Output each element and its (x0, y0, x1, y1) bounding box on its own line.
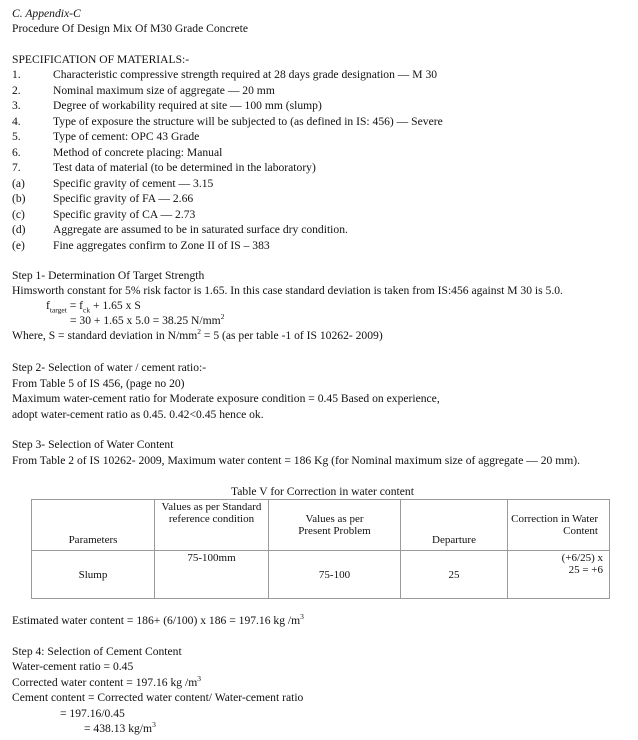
table-header-row (32, 500, 610, 551)
cell-parameter (32, 551, 155, 599)
spec-item-number: 5. (12, 130, 21, 143)
header-present-line2: Present Problem (298, 525, 371, 537)
spec-item-text: Method of concrete placing: Manual (53, 145, 223, 159)
cement-result-text: = 438.13 kg/m (84, 722, 153, 735)
step2-line: Maximum water-cement ratio for Moderate exposure condition = 0.45 Based on experience, (12, 392, 440, 405)
step1-heading: Step 1- Determination Of Target Strength (12, 269, 205, 282)
cement-result-superscript: 3 (152, 720, 156, 730)
header-departure-text: Departure (432, 534, 476, 546)
cell-correction-line1: (+6/25) x (561, 552, 603, 564)
water-correction-table (31, 499, 610, 599)
spec-item-number: 6. (12, 145, 21, 159)
step4-line: Water-cement ratio = 0.45 (12, 660, 134, 673)
cell-parameter-text: Slump (78, 568, 108, 581)
header-departure (401, 500, 508, 551)
spec-item-number: 1. (12, 68, 21, 81)
spec-item-number: 4. (12, 114, 21, 128)
header-correction-line2: Content (563, 525, 598, 537)
formula-f: f (46, 299, 50, 312)
spec-item-number: 2. (12, 83, 21, 97)
cell-present (269, 551, 401, 599)
step4-heading: Step 4: Selection of Cement Content (12, 645, 182, 658)
step3-heading: Step 3- Selection of Water Content (12, 438, 174, 451)
document-title: Procedure Of Design Mix Of M30 Grade Concrete (12, 22, 248, 35)
step4-corrected-water (12, 676, 201, 690)
header-present (269, 500, 401, 551)
header-correction-line1: Correction in Water (511, 513, 598, 525)
corrected-water-superscript: 3 (197, 674, 201, 684)
spec-item-text: Characteristic compressive strength required at 28 days grade designation — M 30 (53, 68, 438, 81)
header-parameters (32, 500, 155, 551)
step4-line: Cement content = Corrected water content/ Water-cement ratio (12, 691, 304, 704)
table-row (32, 551, 610, 599)
estimated-superscript: 3 (300, 612, 304, 622)
formula-end: + 1.65 x S (90, 299, 141, 312)
spec-item-number: 7. (12, 161, 21, 174)
formula-ck-subscript: ck (83, 305, 91, 315)
step3-line: From Table 2 of IS 10262- 2009, Maximum water content = 186 Kg (for Nominal maximum size of aggregate — 20 mm). (12, 454, 581, 467)
spec-item-text: Nominal maximum size of aggregate — 20 mm (53, 83, 275, 97)
cell-correction (508, 551, 610, 599)
spec-item-text: Specific gravity of cement — 3.15 (53, 176, 214, 190)
cell-departure (401, 551, 508, 599)
step4-cement-result (84, 722, 156, 736)
cell-present-text: 75-100 (318, 568, 351, 581)
step4-line: = 197.16/0.45 (60, 707, 125, 720)
cell-standard-text: 75-100mm (187, 552, 236, 564)
spec-item-number: (e) (12, 238, 25, 252)
estimated-water-content (12, 614, 304, 628)
spec-item-text: Degree of workability required at site — 100 mm (slump) (53, 99, 322, 112)
spec-item-number: (d) (12, 223, 26, 236)
header-present-line1: Values as per (305, 513, 364, 525)
header-standard-line1: Values as per Standard (161, 501, 262, 513)
cell-correction-line2: 25 = +6 (568, 564, 603, 576)
appendix-label: C. Appendix-C (12, 7, 81, 20)
spec-item-text: Aggregate are assumed to be in saturated surface dry condition. (53, 223, 348, 236)
step1-where (12, 329, 383, 343)
header-standard-line2: reference condition (168, 513, 255, 525)
table-caption: Table V for Correction in water content (231, 485, 414, 498)
spec-item-number: (b) (12, 192, 26, 205)
cell-standard (155, 551, 269, 599)
spec-item-text: Specific gravity of FA — 2.66 (53, 192, 194, 205)
step2-heading: Step 2- Selection of water / cement ratio:- (12, 361, 207, 374)
header-parameters-text: Parameters (68, 534, 118, 546)
header-correction (508, 500, 610, 551)
calculation-text: = 30 + 1.65 x 5.0 = 38.25 N/mm (70, 314, 221, 327)
step1-formula (46, 299, 141, 313)
calculation-superscript: 2 (220, 312, 225, 322)
where-text: Where, S = standard deviation in N/mm (12, 329, 198, 342)
spec-item-number: 3. (12, 99, 21, 112)
spec-item-text: Type of cement: OPC 43 Grade (53, 130, 200, 143)
step1-calculation (70, 314, 224, 328)
where-superscript: 2 (197, 327, 201, 337)
spec-item-text: Fine aggregates confirm to Zone II of IS – 383 (53, 238, 270, 252)
step2-line: adopt water-cement ratio as 0.45. 0.42<0.45 hence ok. (12, 408, 264, 421)
corrected-water-text: Corrected water content = 197.16 kg /m (12, 676, 198, 689)
formula-equals-f: = f (66, 299, 84, 312)
spec-item-text: Specific gravity of CA — 2.73 (53, 207, 196, 221)
header-standard (155, 500, 269, 551)
spec-item-number: (a) (12, 176, 25, 190)
spec-item-text: Test data of material (to be determined in the laboratory) (53, 161, 316, 174)
where-text-end: = 5 (as per table -1 of IS 10262- 2009) (200, 329, 383, 342)
step2-line: From Table 5 of IS 456, (page no 20) (12, 377, 185, 390)
estimated-text: Estimated water content = 186+ (6/100) x 186 = 197.16 kg /m (12, 614, 301, 627)
spec-heading: SPECIFICATION OF MATERIALS:- (12, 53, 190, 66)
cell-departure-text: 25 (448, 568, 460, 581)
formula-target-subscript: target (49, 305, 67, 315)
spec-item-number: (c) (12, 207, 25, 221)
spec-item-text: Type of exposure the structure will be subjected to (as defined in IS: 456) — Severe (53, 114, 443, 128)
step1-himsworth-text: Himsworth constant for 5% risk factor is 1.65. In this case standard deviation is taken from IS:456 against M 30 is 5.0. (12, 284, 563, 297)
